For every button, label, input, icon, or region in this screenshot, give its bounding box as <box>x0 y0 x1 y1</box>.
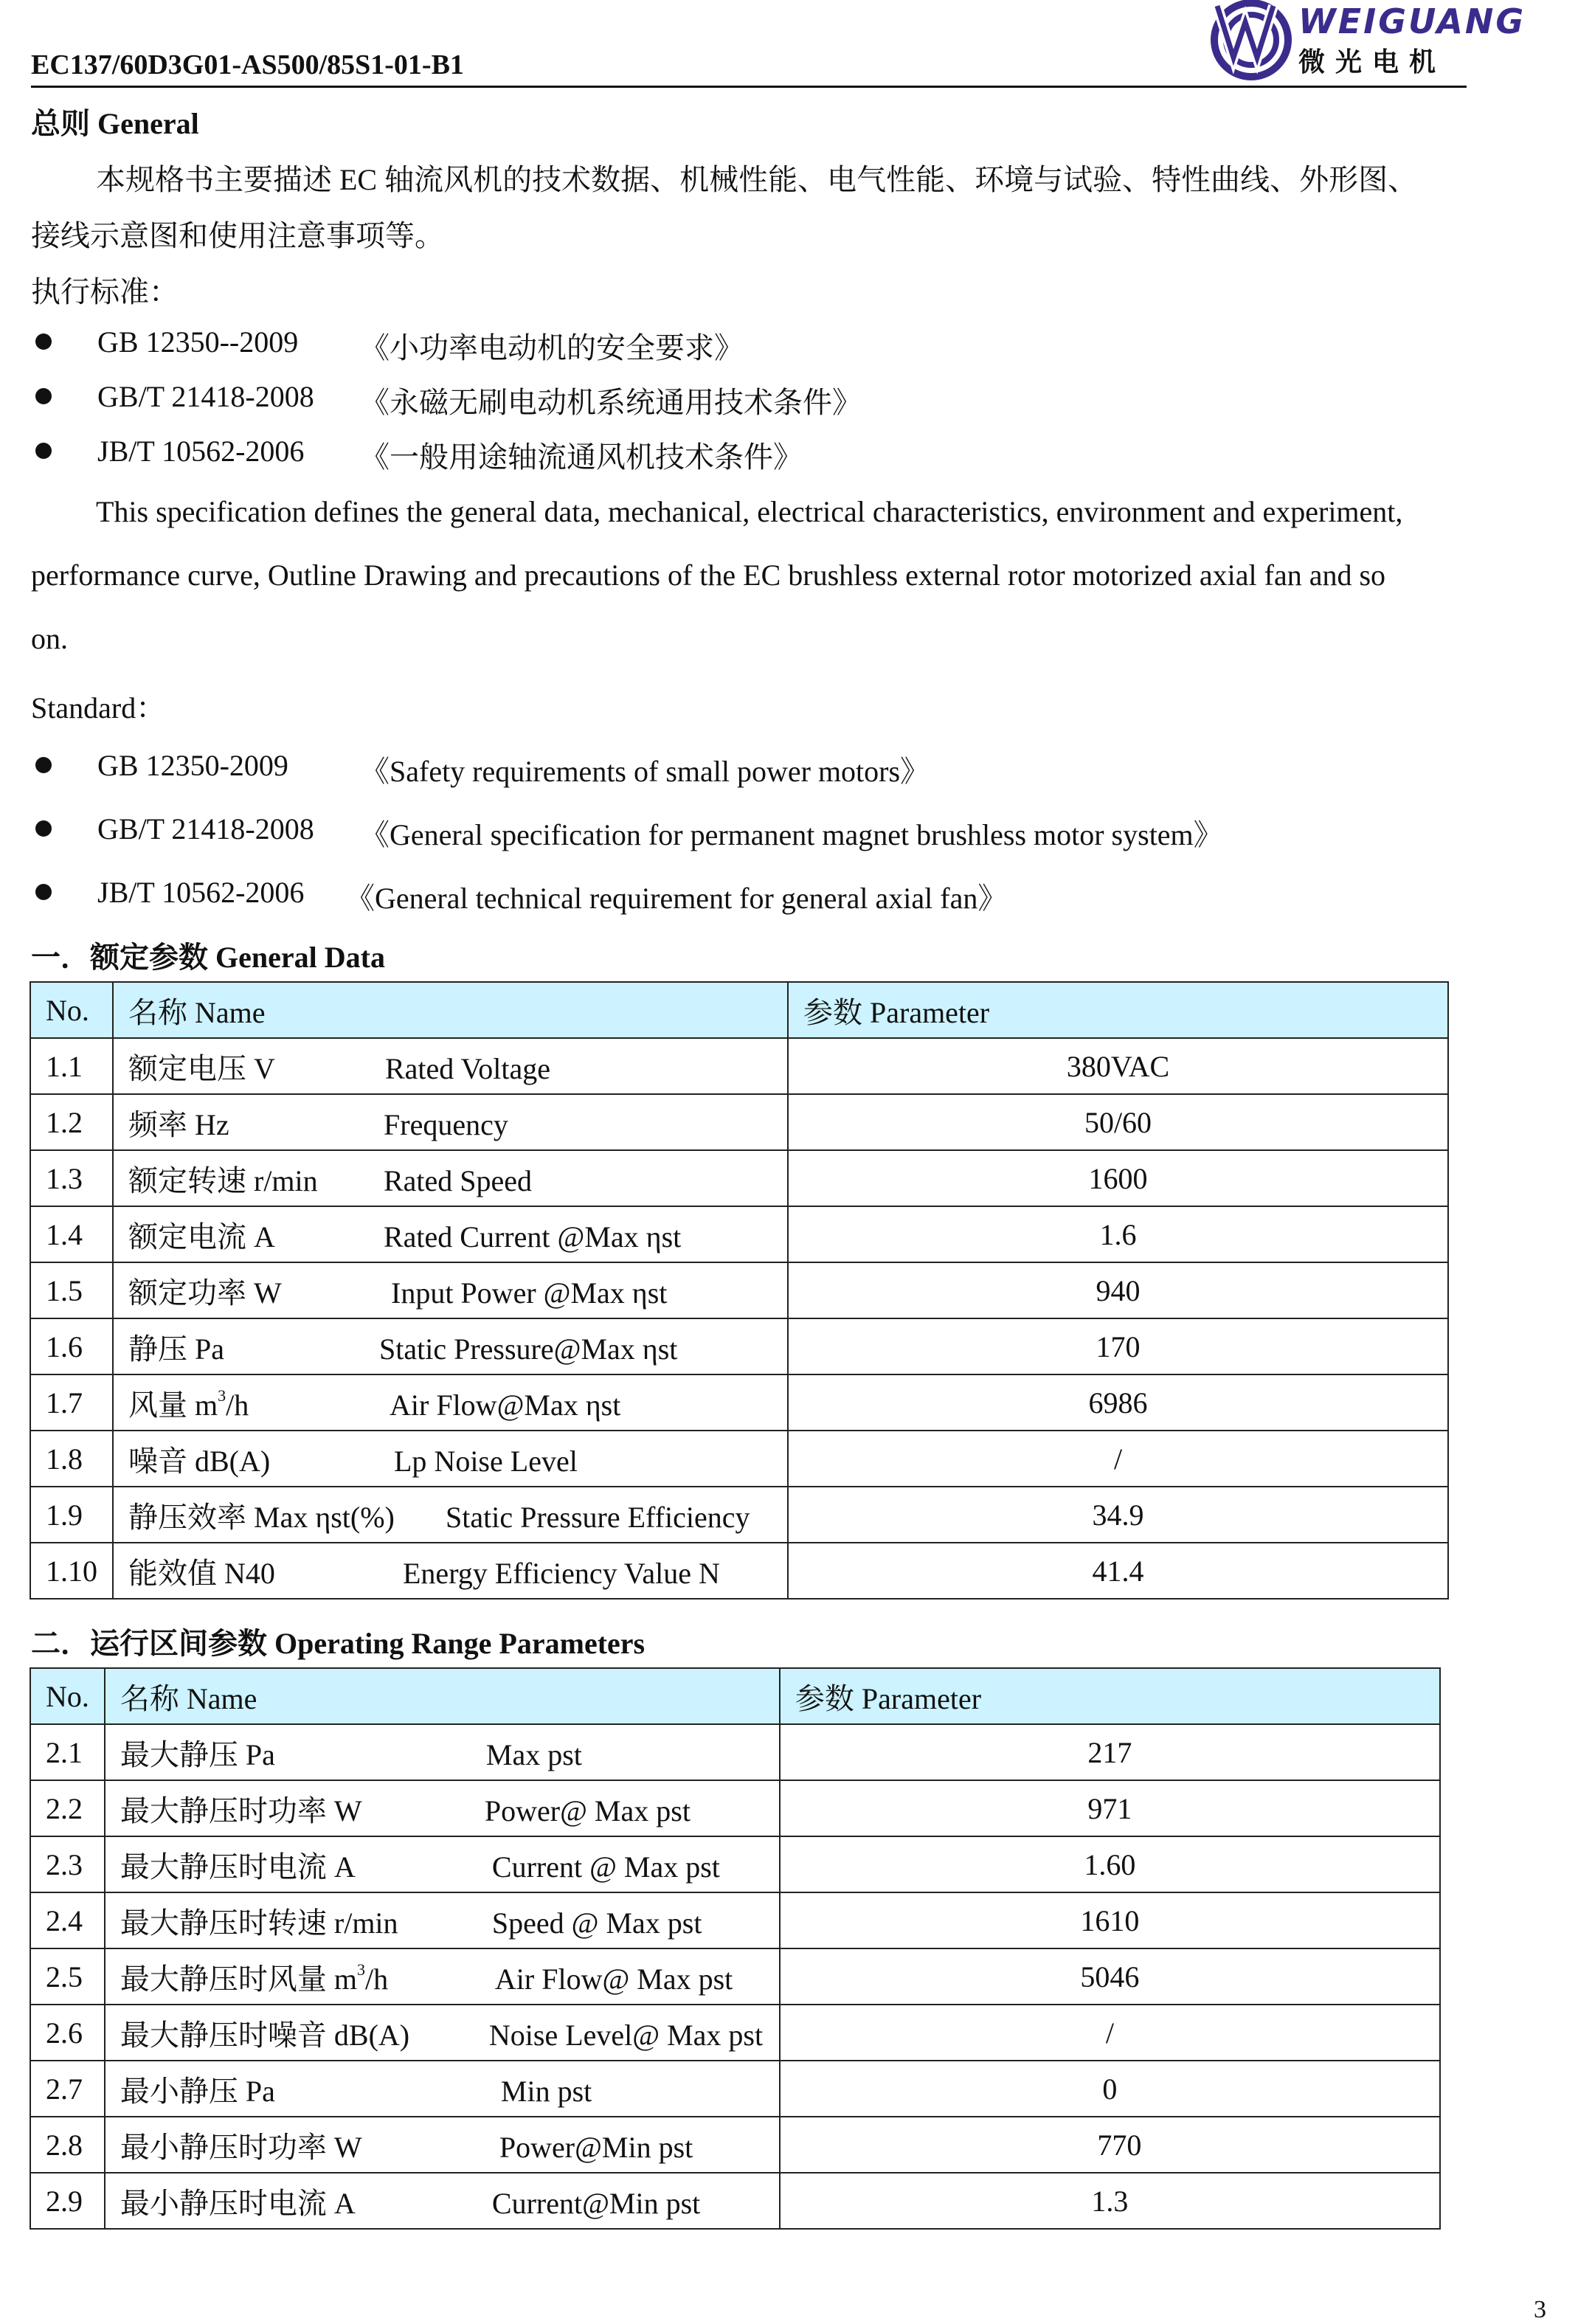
row-name <box>113 1543 788 1599</box>
intro-en-line-2: performance curve, Outline Drawing and precautions of the EC brushless external rotor motorized axial fan and so <box>31 558 1386 592</box>
row-name <box>105 2117 780 2173</box>
name-cn-base: 最大静压时风量 m <box>120 1962 358 1996</box>
name-cn: 静压效率 Max ηst(%) <box>128 1500 395 1534</box>
row-name <box>105 1724 780 1780</box>
name-en: Frequency <box>384 1107 508 1141</box>
row-no: 1.7 <box>30 1374 113 1431</box>
standard-title: 《Safety requirements of small power motors》 <box>360 755 930 788</box>
intro-cn-line-1: 本规格书主要描述 EC 轴流风机的技术数据、机械性能、电气性能、环境与试验、特性曲线、外形图、 <box>96 163 1418 196</box>
row-value: 940 <box>788 1262 1448 1318</box>
row-value: 170 <box>788 1318 1448 1374</box>
name-en: Static Pressure@Max ηst <box>379 1332 678 1366</box>
table-row <box>30 1206 1448 1262</box>
superscript: 3 <box>218 1386 226 1405</box>
row-no: 2.8 <box>30 2117 105 2173</box>
row-name <box>113 1206 788 1262</box>
row-no: 1.1 <box>30 1038 113 1094</box>
row-no: 2.7 <box>30 2061 105 2117</box>
row-name <box>105 1836 780 1892</box>
name-en: Static Pressure Efficiency <box>446 1500 750 1534</box>
row-name <box>105 1948 780 2005</box>
row-no: 2.1 <box>30 1724 105 1780</box>
row-name <box>105 1780 780 1836</box>
row-value: 770 <box>780 2117 1440 2173</box>
standard-code: GB 12350--2009 <box>97 325 299 359</box>
standard-item-cn <box>35 434 1068 474</box>
name-cn: 额定电压 V <box>128 1051 275 1085</box>
row-no: 2.3 <box>30 1836 105 1892</box>
table-row <box>30 1431 1448 1487</box>
standard-item-cn <box>35 325 921 362</box>
row-name <box>105 1892 780 1948</box>
standard-code: GB 12350-2009 <box>97 749 288 782</box>
standard-item-en <box>35 748 1068 788</box>
standards-label-cn: 执行标准： <box>31 275 179 308</box>
name-cn: 最小静压 Pa <box>120 2074 275 2108</box>
row-no: 1.6 <box>30 1318 113 1374</box>
logo-wordmark: WEIGUANG <box>1298 1 1526 41</box>
row-no: 1.9 <box>30 1487 113 1543</box>
row-value: 41.4 <box>788 1543 1448 1599</box>
standard-title: 《永磁无刷电动机系统通用技术条件》 <box>360 386 862 419</box>
standard-code: JB/T 10562-2006 <box>97 876 305 909</box>
table-row <box>30 1780 1440 1836</box>
bullet-icon <box>35 388 52 404</box>
document-code: EC137/60D3G01-AS500/85S1-01-B1 <box>31 49 464 80</box>
weiguang-logo-icon <box>1207 0 1295 83</box>
row-no: 1.2 <box>30 1094 113 1150</box>
table-row <box>30 1724 1440 1780</box>
row-value: 217 <box>780 1724 1440 1780</box>
standard-title: 《一般用途轴流通风机技术条件》 <box>360 440 803 474</box>
row-name <box>113 1431 788 1487</box>
standard-item-en <box>35 875 1363 915</box>
table-row <box>30 1094 1448 1150</box>
name-cn <box>120 1956 495 1998</box>
header-no: No. <box>30 982 113 1038</box>
header-parameter: 参数 Parameter <box>780 1668 1440 1724</box>
row-name <box>113 1262 788 1318</box>
row-name <box>105 2173 780 2229</box>
header-name: 名称 Name <box>105 1668 780 1724</box>
name-en: Speed @ Max pst <box>491 1906 702 1940</box>
name-en: Power@Min pst <box>499 2130 693 2164</box>
name-en: Power@ Max pst <box>484 1794 691 1827</box>
row-name <box>105 2061 780 2117</box>
name-cn: 能效值 N40 <box>128 1556 275 1590</box>
name-en: Air Flow@ Max pst <box>494 1962 733 1996</box>
row-no: 2.9 <box>30 2173 105 2229</box>
intro-en-line-3: on. <box>31 622 68 655</box>
header-parameter: 参数 Parameter <box>788 982 1448 1038</box>
name-cn: 最大静压时转速 r/min <box>120 1906 398 1940</box>
table-row <box>30 1038 1448 1094</box>
table-header-row <box>30 1668 1440 1724</box>
table-header-row <box>30 982 1448 1038</box>
operating-range-table <box>30 1667 1441 2230</box>
name-cn: 额定功率 W <box>128 1276 282 1310</box>
name-en: Lp Noise Level <box>394 1444 578 1478</box>
name-cn <box>128 1382 390 1424</box>
name-en: Max pst <box>485 1737 582 1771</box>
standards-label-en: Standard： <box>31 691 166 724</box>
row-name <box>113 1038 788 1094</box>
name-cn-suffix: /h <box>226 1388 249 1422</box>
name-en: Current@Min pst <box>491 2186 701 2220</box>
row-value: 0 <box>780 2061 1440 2117</box>
bullet-icon <box>35 333 52 350</box>
page-number: 3 <box>1534 2296 1546 2323</box>
company-logo <box>1207 0 1526 83</box>
header-no: No. <box>30 1668 105 1724</box>
row-name <box>113 1487 788 1543</box>
standard-code: JB/T 10562-2006 <box>97 435 305 468</box>
row-name <box>105 2005 780 2061</box>
table-row <box>30 1836 1440 1892</box>
row-value: / <box>788 1431 1448 1487</box>
name-cn: 最大静压时功率 W <box>120 1794 362 1827</box>
superscript: 3 <box>357 1960 366 1979</box>
name-en: Rated Speed <box>384 1163 533 1197</box>
row-value: 380VAC <box>788 1038 1448 1094</box>
row-no: 2.4 <box>30 1892 105 1948</box>
name-en: Rated Current @Max ηst <box>384 1220 682 1253</box>
row-value: 5046 <box>780 1948 1440 2005</box>
table-row <box>30 2117 1440 2173</box>
name-en: Current @ Max pst <box>491 1850 720 1884</box>
row-no: 1.4 <box>30 1206 113 1262</box>
row-value: / <box>780 2005 1440 2061</box>
header-name: 名称 Name <box>113 982 788 1038</box>
row-no: 1.3 <box>30 1150 113 1206</box>
name-en: Rated Voltage <box>385 1051 551 1085</box>
standard-item-en <box>35 812 1363 851</box>
name-en: Noise Level@ Max pst <box>488 2018 764 2052</box>
row-name <box>113 1374 788 1431</box>
row-name <box>113 1094 788 1150</box>
row-no: 2.6 <box>30 2005 105 2061</box>
row-value: 971 <box>780 1780 1440 1836</box>
name-cn: 频率 Hz <box>128 1107 229 1141</box>
name-cn-base: 风量 m <box>128 1388 218 1422</box>
standard-code: GB/T 21418-2008 <box>97 380 314 413</box>
standard-item-cn <box>35 379 1068 419</box>
name-en: Min pst <box>500 2074 592 2108</box>
table-row <box>30 1150 1448 1206</box>
row-no: 2.5 <box>30 1948 105 2005</box>
standard-title: 《General specification for permanent magnet brushless motor system》 <box>360 818 1223 851</box>
row-value: 1.3 <box>780 2173 1440 2229</box>
name-cn: 额定电流 A <box>128 1220 275 1253</box>
name-cn: 最小静压时功率 W <box>120 2130 362 2164</box>
intro-en-line-1: This specification defines the general data, mechanical, electrical characteristics, environment and experiment, <box>96 495 1403 528</box>
intro-cn-line-2: 接线示意图和使用注意事项等。 <box>31 219 444 252</box>
row-no: 1.8 <box>30 1431 113 1487</box>
standard-title: 《小功率电动机的安全要求》 <box>360 331 744 364</box>
row-no: 1.10 <box>30 1543 113 1599</box>
table-row <box>30 1543 1448 1599</box>
row-value: 50/60 <box>788 1094 1448 1150</box>
name-cn: 最大静压 Pa <box>120 1737 275 1771</box>
table-row <box>30 1948 1440 2005</box>
table-row <box>30 2061 1440 2117</box>
standard-title: 《General technical requirement for general axial fan》 <box>345 882 1008 915</box>
standard-code: GB/T 21418-2008 <box>97 812 314 845</box>
table-row <box>30 2005 1440 2061</box>
section1-heading: 一．额定参数 General Data <box>31 941 385 974</box>
name-cn: 最大静压时噪音 dB(A) <box>120 2018 410 2052</box>
table-row <box>30 1892 1440 1948</box>
header-rule <box>31 86 1467 88</box>
general-data-table <box>30 981 1449 1600</box>
name-cn-suffix: /h <box>365 1962 389 1996</box>
bullet-icon <box>35 884 52 900</box>
row-value: 1.6 <box>788 1206 1448 1262</box>
row-no: 1.5 <box>30 1262 113 1318</box>
section2-heading: 二．运行区间参数 Operating Range Parameters <box>31 1627 646 1660</box>
row-name <box>113 1318 788 1374</box>
row-value: 1.60 <box>780 1836 1440 1892</box>
row-name <box>113 1150 788 1206</box>
name-cn: 静压 Pa <box>128 1332 224 1366</box>
name-cn: 最大静压时电流 A <box>120 1850 356 1884</box>
name-en: Input Power @Max ηst <box>391 1276 668 1310</box>
table-row <box>30 2173 1440 2229</box>
bullet-icon <box>35 820 52 837</box>
name-en: Air Flow@Max ηst <box>390 1388 621 1422</box>
bullet-icon <box>35 443 52 459</box>
bullet-icon <box>35 757 52 773</box>
name-cn: 最小静压时电流 A <box>120 2186 356 2220</box>
name-en: Energy Efficiency Value N <box>403 1556 720 1590</box>
row-value: 1600 <box>788 1150 1448 1206</box>
row-value: 1610 <box>780 1892 1440 1948</box>
table-row <box>30 1374 1448 1431</box>
row-no: 2.2 <box>30 1780 105 1836</box>
row-value: 34.9 <box>788 1487 1448 1543</box>
logo-chinese-name: 微光电机 <box>1298 47 1447 77</box>
table-row <box>30 1318 1448 1374</box>
name-cn: 噪音 dB(A) <box>128 1444 271 1478</box>
table-row <box>30 1262 1448 1318</box>
name-cn: 额定转速 r/min <box>128 1163 318 1197</box>
table-row <box>30 1487 1448 1543</box>
general-heading: 总则 General <box>31 107 199 140</box>
row-value: 6986 <box>788 1374 1448 1431</box>
